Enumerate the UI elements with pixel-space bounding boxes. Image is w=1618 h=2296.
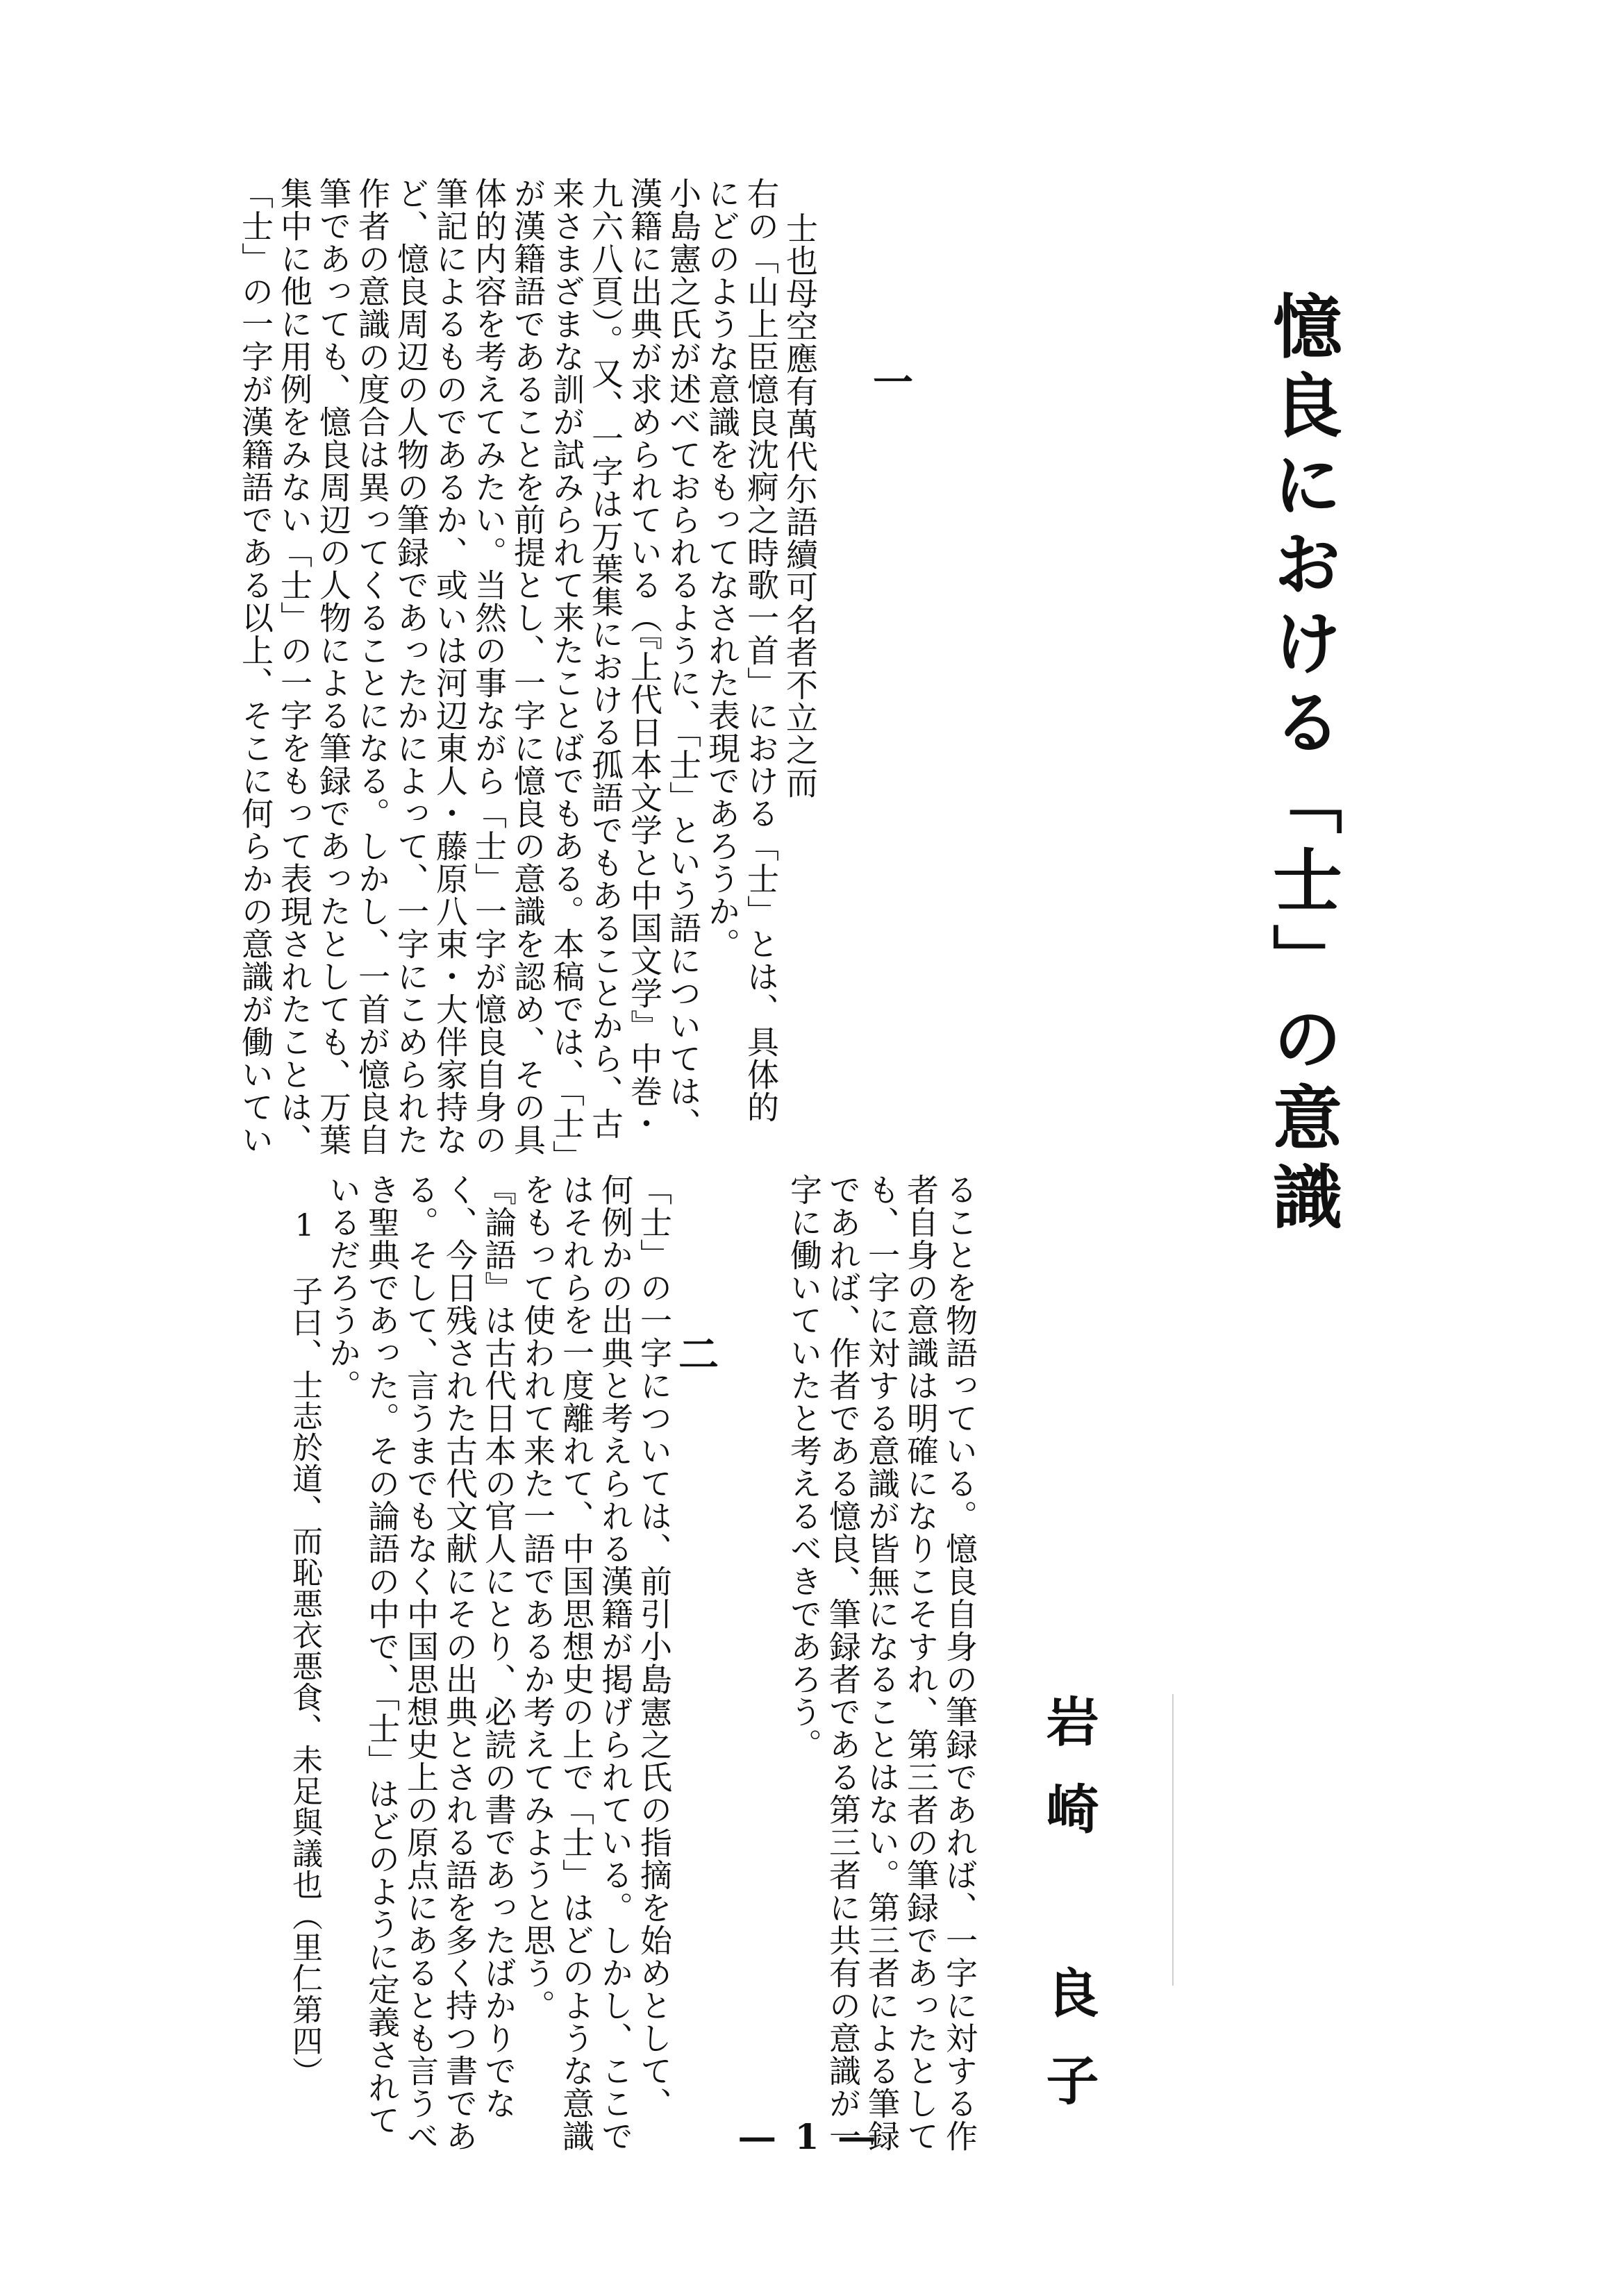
text-line: 何例かの出典と考えられる漢籍が掲げられている。しかし、ここで	[597, 1173, 634, 2152]
section-heading-2: 二	[672, 1333, 719, 1373]
text-line: き聖典であった。その論語の中で、「士」はどのように定義されて	[363, 1173, 401, 2136]
text-line: る。そして、言うまでもなく中国思想史上の原点にあるとも言うべ	[402, 1173, 440, 2152]
text-line: をもって使われて来た一語であるか考えてみようと思う。	[519, 1173, 556, 2022]
lower-left-text-block	[187, 1173, 674, 2152]
text-line: 「士」の一字については、前引小島憲之氏の指摘を始めとして、	[635, 1173, 673, 2120]
section-heading-1: 一	[866, 361, 913, 401]
article-title: 憶良における「士」の意識	[1261, 290, 1343, 1240]
text-line: が漢籍語であることを前提とし、一字に憶良の意識を認め、その具	[509, 177, 547, 1156]
text-line: 者自身の意識は明確になりこそすれ、第三者の筆録であったとして	[902, 1173, 940, 2152]
text-line: 作者の意識の度合は異ってくることになる。しかし、一首が憶良自	[353, 177, 391, 1156]
upper-text-block	[90, 177, 819, 1173]
text-line: 小島憲之氏が述べておられるように、「士」という語については、	[665, 177, 702, 1140]
quote-line: 士也母空應有萬代尓語續可名者不立之而	[781, 212, 819, 799]
text-line: 九六八頁）。又、一字は万葉集における孤語でもあることから、古	[587, 177, 624, 1140]
text-line: いるだろうか。	[324, 1173, 362, 1402]
page-number: ― 1 ―	[740, 2116, 878, 2157]
text-line: 『論語』は古代日本の官人にとり、必読の書であったばかりでな	[480, 1173, 517, 2120]
text-line: 字に働いていたと考えるべきであろう。	[785, 1173, 823, 1761]
text-line: 筆記によるものであるか、或いは河辺東人・藤原八束・大伴家持な	[431, 177, 469, 1156]
text-line: にどのような意識をもってなされた表現であろうか。	[703, 177, 741, 960]
text-line: 集中に他に用例をみない「士」の一字をもって表現されたことは、	[276, 177, 313, 1156]
author-name: 岩崎 良子	[1037, 1694, 1099, 2140]
text-line: であれば、作者である憶良、筆録者である第三者に共有の意識が一	[824, 1173, 862, 2152]
text-line: 漢籍に出典が求められている（『上代日本文学と中国文学』中巻・	[626, 177, 663, 1140]
text-line: 右の「山上臣憶良沈痾之時歌一首」における「士」とは、具体的	[742, 177, 780, 1123]
text-line: 体的内容を考えてみたい。当然の事ながら「士」一字が憶良自身の	[470, 177, 508, 1156]
lower-right-text-block	[771, 1173, 979, 2152]
footnote-line: 1 子曰、士志於道、而恥悪衣悪食、未足與議也（里仁第四）	[287, 1208, 322, 2088]
text-line: も、一字に対する意識が皆無になることはない。第三者による筆録	[863, 1173, 901, 2152]
text-line: く、今日残された古代文献にその出典とされる語を多く持つ書であ	[441, 1173, 478, 2152]
text-line: 筆であっても、憶良周辺の人物による筆録であったとしても、万葉	[315, 177, 352, 1156]
column-divider	[1172, 1694, 1174, 1986]
text-line: ることを物語っている。憶良自身の筆録であれば、一字に対する作	[941, 1173, 978, 2152]
text-line: 「士」の一字が漢籍語である以上、そこに何らかの意識が働いてい	[237, 177, 274, 1156]
text-line: はそれらを一度離れて、中国思想史の上で「士」はどのような意識	[558, 1173, 595, 2152]
text-line: ど、憶良周辺の人物の筆録であったかによって、一字にこめられた	[392, 177, 430, 1156]
text-line: 来さまざまな訓が試みられて来たことばでもある。本稿では、「士」	[548, 177, 585, 1173]
